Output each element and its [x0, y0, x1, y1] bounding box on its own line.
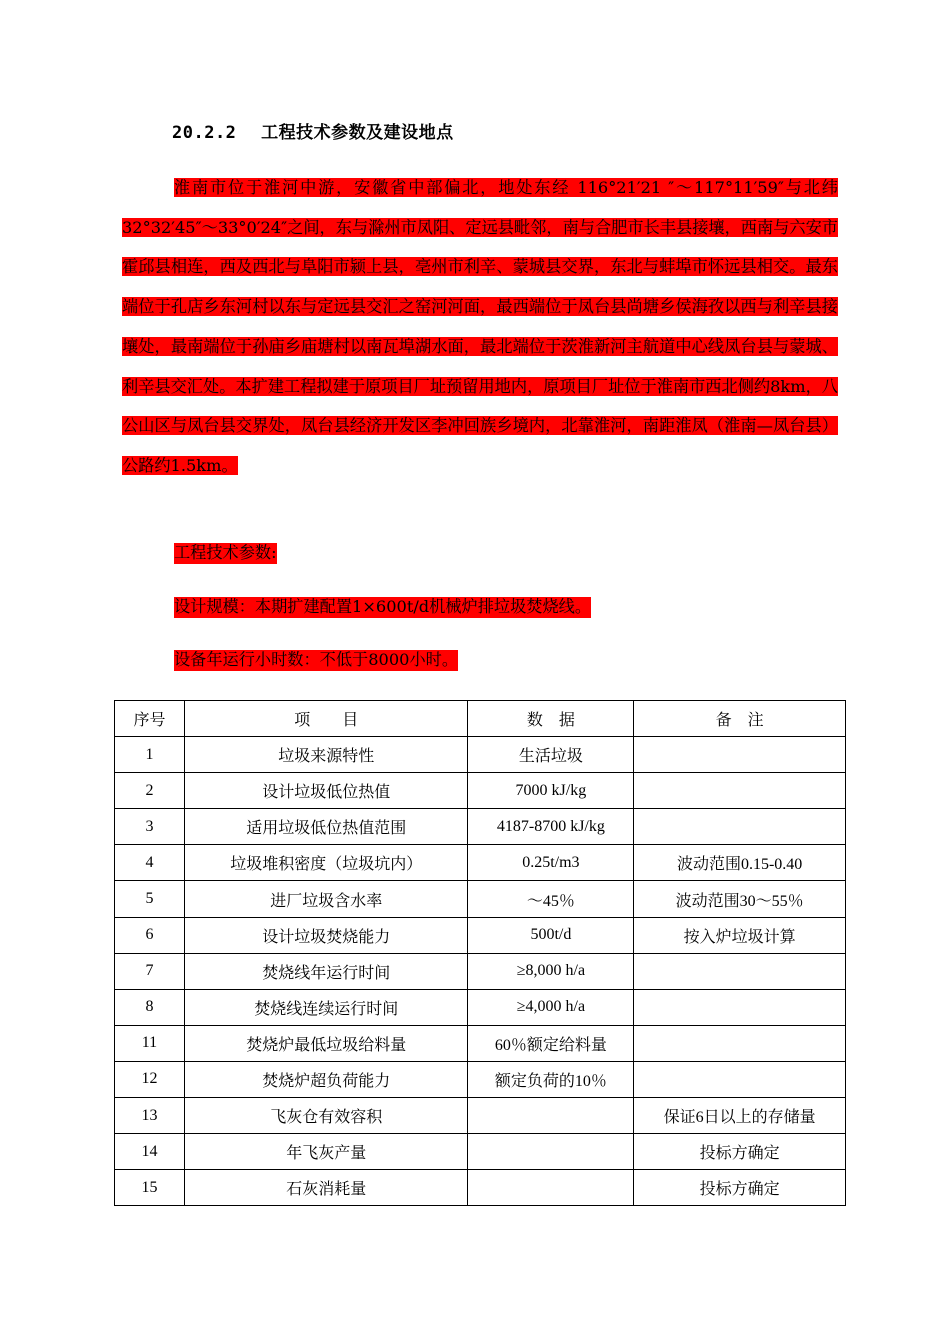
cell-item: 焚烧线连续运行时间 — [184, 989, 468, 1025]
table-row — [115, 1170, 846, 1206]
cell-data: 额定负荷的10％ — [468, 1061, 634, 1097]
params-heading — [174, 541, 277, 565]
header-remark: 备 注 — [634, 701, 846, 737]
header-data: 数 据 — [468, 701, 634, 737]
cell-data: ～45％ — [468, 881, 634, 917]
cell-remark: 按入炉垃圾计算 — [634, 917, 846, 953]
cell-item: 焚烧炉超负荷能力 — [184, 1061, 468, 1097]
cell-remark — [634, 1061, 846, 1097]
location-paragraph — [122, 168, 838, 486]
cell-index: 8 — [115, 989, 185, 1025]
location-paragraph-text: 淮南市位于淮河中游，安徽省中部偏北，地处东经 116°21′21 ″～117°11′59″与北纬32°32′45″～33°0′24″之间，东与滁州市凤阳、定远县毗邻，南与合肥市长丰县接壤，西南与六安市霍邱县相连，西及西北与阜阳市颍上县，亳州市利辛、蒙城县交界，东北与蚌埠市怀远县相交。最东端位于孔店乡东河村以东与定远县交汇之窑河河面，最西端位于凤台县尚塘乡侯海孜以西与利辛县接壤处，最南端位于孙庙乡庙塘村以南瓦埠湖水面，最北端位于茨淮新河主航道中心线凤台县与蒙城、利辛县交汇处。本扩建工程拟建于原项目厂址预留用地内，原项目厂址位于淮南市西北侧约8km，八公山区与凤台县交界处，凤台县经济开发区李冲回族乡境内，北靠淮河，南距淮凤（淮南—凤台县）公路约1.5km。 — [122, 178, 838, 475]
cell-data: 生活垃圾 — [468, 737, 634, 773]
cell-index: 14 — [115, 1134, 185, 1170]
cell-index: 5 — [115, 881, 185, 917]
cell-data: 4187-8700 kJ/kg — [468, 809, 634, 845]
cell-remark — [634, 773, 846, 809]
cell-data — [468, 1134, 634, 1170]
cell-item: 石灰消耗量 — [184, 1170, 468, 1206]
cell-item: 焚烧线年运行时间 — [184, 953, 468, 989]
cell-index: 13 — [115, 1098, 185, 1134]
cell-remark: 保证6日以上的存储量 — [634, 1098, 846, 1134]
cell-index: 2 — [115, 773, 185, 809]
cell-data: ≥4,000 h/a — [468, 989, 634, 1025]
cell-data: 60％额定给料量 — [468, 1025, 634, 1061]
table-row — [115, 1134, 846, 1170]
header-index: 序号 — [115, 701, 185, 737]
cell-remark: 投标方确定 — [634, 1170, 846, 1206]
cell-data — [468, 1170, 634, 1206]
cell-item: 垃圾堆积密度（垃圾坑内） — [184, 845, 468, 881]
table-body — [115, 737, 846, 1206]
design-scale-text: 设计规模：本期扩建配置1×600t/d机械炉排垃圾焚烧线。 — [174, 597, 592, 616]
cell-item: 垃圾来源特性 — [184, 737, 468, 773]
cell-index: 11 — [115, 1025, 185, 1061]
table-row — [115, 1098, 846, 1134]
section-heading — [172, 118, 454, 143]
cell-item: 适用垃圾低位热值范围 — [184, 809, 468, 845]
table-row — [115, 809, 846, 845]
table-row — [115, 989, 846, 1025]
cell-remark: 投标方确定 — [634, 1134, 846, 1170]
cell-index: 3 — [115, 809, 185, 845]
cell-index: 1 — [115, 737, 185, 773]
cell-index: 7 — [115, 953, 185, 989]
cell-data: ≥8,000 h/a — [468, 953, 634, 989]
annual-hours-line — [174, 648, 458, 672]
cell-data: 0.25t/m3 — [468, 845, 634, 881]
table-row — [115, 917, 846, 953]
table-row — [115, 845, 846, 881]
cell-remark: 波动范围0.15-0.40 — [634, 845, 846, 881]
cell-index: 6 — [115, 917, 185, 953]
cell-item: 焚烧炉最低垃圾给料量 — [184, 1025, 468, 1061]
cell-remark — [634, 989, 846, 1025]
table-row — [115, 1025, 846, 1061]
cell-remark — [634, 809, 846, 845]
cell-index: 15 — [115, 1170, 185, 1206]
cell-item: 进厂垃圾含水率 — [184, 881, 468, 917]
cell-item: 飞灰仓有效容积 — [184, 1098, 468, 1134]
cell-item: 年飞灰产量 — [184, 1134, 468, 1170]
cell-remark — [634, 1025, 846, 1061]
cell-remark: 波动范围30～55％ — [634, 881, 846, 917]
header-item: 项 目 — [184, 701, 468, 737]
table-row — [115, 881, 846, 917]
cell-data: 7000 kJ/kg — [468, 773, 634, 809]
cell-index: 4 — [115, 845, 185, 881]
cell-data: 500t/d — [468, 917, 634, 953]
design-scale-line — [174, 595, 591, 619]
section-number: 20.2.2 — [172, 123, 237, 143]
table-row — [115, 1061, 846, 1097]
section-title: 工程技术参数及建设地点 — [261, 123, 454, 143]
table-row — [115, 953, 846, 989]
annual-hours-text: 设备年运行小时数：不低于8000小时。 — [174, 650, 459, 669]
cell-remark — [634, 737, 846, 773]
table-row — [115, 737, 846, 773]
parameters-table — [114, 700, 846, 1206]
cell-item: 设计垃圾焚烧能力 — [184, 917, 468, 953]
table-header-row — [115, 701, 846, 737]
cell-index: 12 — [115, 1061, 185, 1097]
params-heading-text: 工程技术参数: — [174, 543, 277, 562]
cell-data — [468, 1098, 634, 1134]
table-row — [115, 773, 846, 809]
cell-item: 设计垃圾低位热值 — [184, 773, 468, 809]
cell-remark — [634, 953, 846, 989]
